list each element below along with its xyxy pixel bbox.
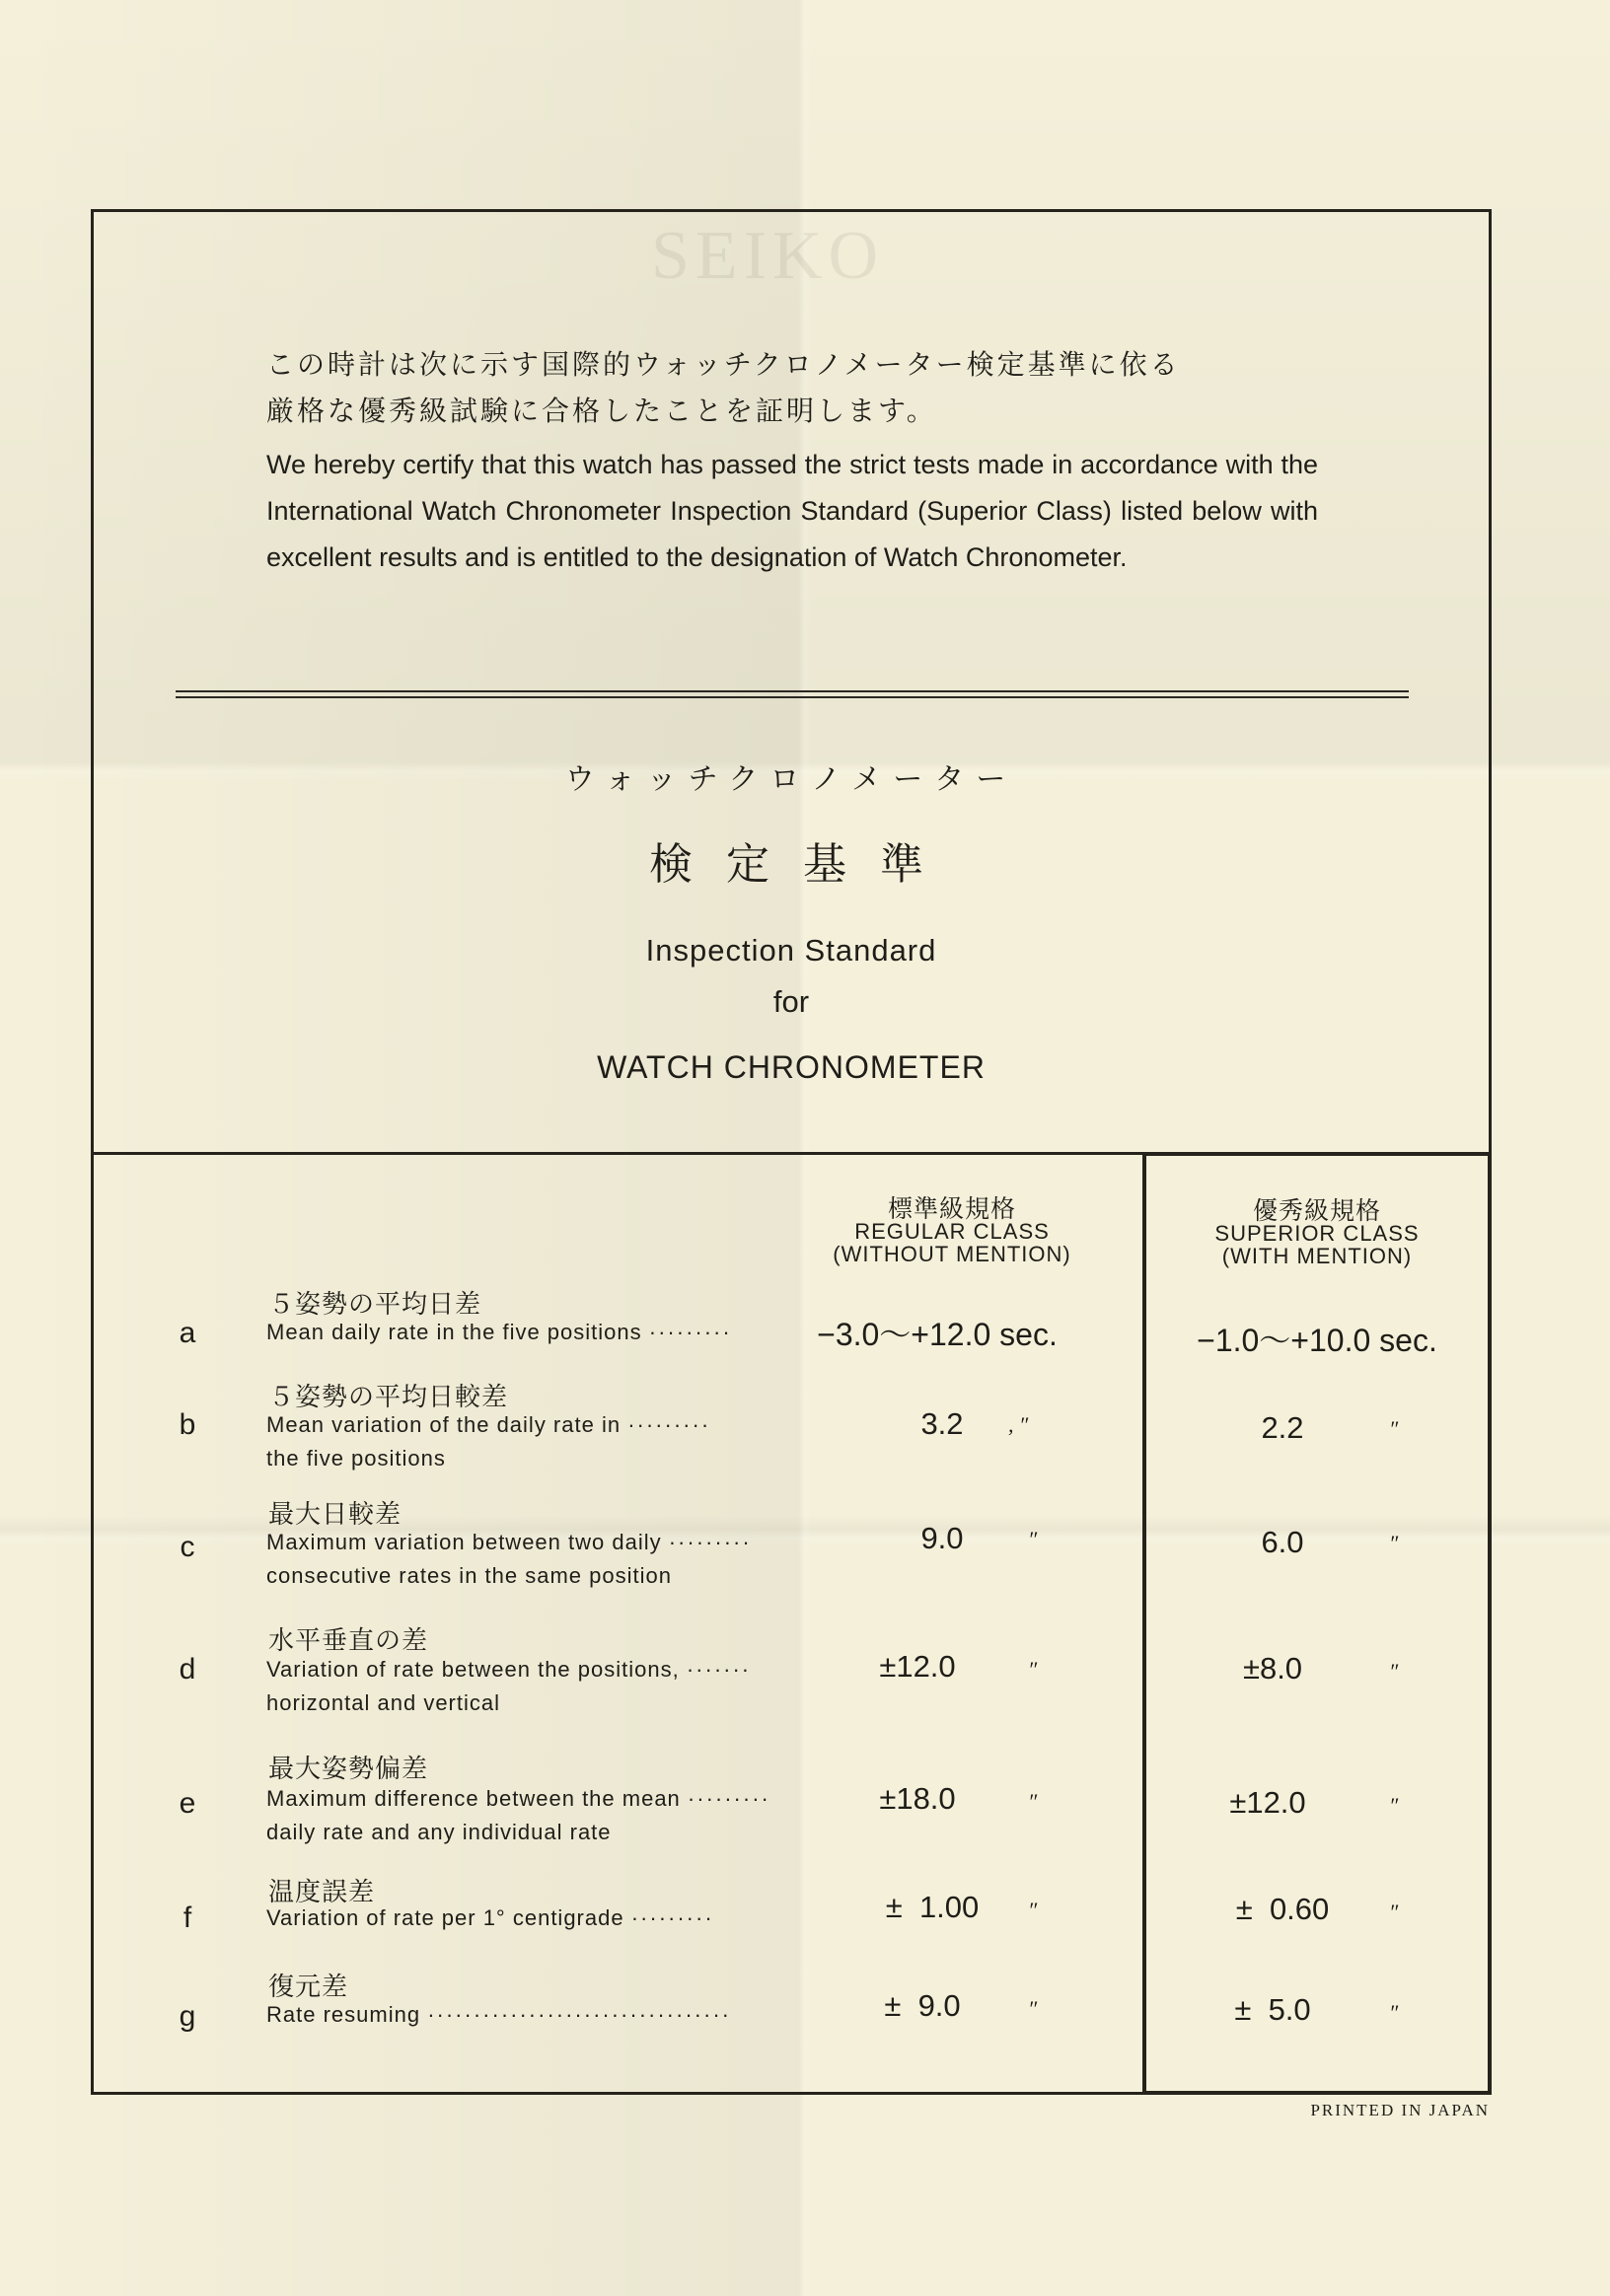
row-en: Mean variation of the daily rate in ········· the five positions: [266, 1412, 711, 1471]
heading-jp-main: 検 定 基 準: [649, 839, 933, 890]
regular-value: ±18.0: [879, 1781, 956, 1816]
superior-value: ±8.0: [1242, 1651, 1303, 1686]
regular-value: ±12.0: [879, 1649, 956, 1684]
printed-in-japan: PRINTED IN JAPAN: [1310, 2101, 1490, 2119]
regular-value: 3.2: [920, 1406, 964, 1441]
superior-header-en2: (WITH MENTION): [1221, 1244, 1413, 1268]
ditto-mark: ″: [1028, 1527, 1038, 1551]
row-letter: g: [179, 2000, 196, 2033]
ditto-mark: , ″: [1008, 1412, 1029, 1437]
ditto-mark: ″: [1389, 1793, 1399, 1818]
superior-class-header: [1154, 1196, 1480, 1268]
row-jp: 最大姿勢偏差: [268, 1755, 429, 1784]
ditto-mark: ″: [1389, 2000, 1399, 2025]
row-jp: 最大日較差: [268, 1500, 402, 1530]
row-en: Rate resuming ·································: [266, 2002, 731, 2027]
superior-value: ±12.0: [1229, 1785, 1306, 1820]
superior-value: 2.2: [1261, 1410, 1304, 1445]
row-letter: e: [179, 1787, 196, 1820]
ditto-mark: ″: [1028, 1898, 1038, 1922]
row-jp: 復元差: [268, 1973, 349, 2002]
superior-header-en1: SUPERIOR CLASS: [1214, 1221, 1420, 1246]
regular-value: 9.0: [920, 1521, 964, 1555]
ditto-mark: ″: [1028, 1996, 1038, 2021]
row-en: Mean daily rate in the five positions ·········: [266, 1320, 732, 1344]
table-top-rule: [91, 1152, 1146, 1155]
row-en: Variation of rate per 1° centigrade ·········: [266, 1905, 714, 1930]
row-letter: a: [179, 1317, 196, 1349]
intro-jp-line1: この時計は次に示す国際的ウォッチクロノメーター検定基準に依る: [266, 348, 1181, 381]
row-jp: 温度誤差: [268, 1878, 376, 1907]
regular-header-jp: 標準級規格: [887, 1194, 1016, 1223]
ditto-mark: ″: [1389, 1659, 1399, 1684]
heading-en-line2: for: [772, 984, 810, 1019]
seiko-watermark-logo: SEIKO: [651, 218, 885, 294]
row-letter: c: [180, 1531, 195, 1563]
regular-value: ± 1.00: [885, 1890, 980, 1924]
superior-class-box: [1142, 1152, 1492, 2095]
row-en: Maximum variation between two daily ········· consecutive rates in the same position: [266, 1530, 752, 1588]
heading-en-line3: WATCH CHRONOMETER: [597, 1049, 986, 1085]
ditto-mark: ″: [1389, 1531, 1399, 1555]
row-jp: 水平垂直の差: [268, 1626, 429, 1656]
superior-value: −1.0〜+10.0 sec.: [1197, 1323, 1437, 1358]
row-en: Variation of rate between the positions, ······· horizontal and vertical: [266, 1657, 752, 1715]
ditto-mark: ″: [1028, 1657, 1038, 1682]
row-jp: ５姿勢の平均日較差: [268, 1383, 509, 1412]
superior-header-jp: 優秀級規格: [1252, 1196, 1381, 1225]
row-letter: f: [183, 1901, 192, 1934]
intro-jp-line2: 厳格な優秀級試験に合格したことを証明します。: [266, 395, 937, 427]
regular-header-en1: REGULAR CLASS: [854, 1219, 1050, 1244]
heading-jp-sub: ウォッチクロノメーター: [564, 762, 1018, 797]
row-letter: b: [179, 1408, 196, 1441]
regular-class-header: [789, 1194, 1115, 1266]
heading-en-line1: Inspection Standard: [645, 933, 937, 968]
regular-header-en2: (WITHOUT MENTION): [833, 1242, 1071, 1266]
row-letter: d: [179, 1653, 196, 1686]
regular-value: ± 9.0: [884, 1988, 961, 2023]
row-jp: ５姿勢の平均日差: [268, 1290, 482, 1320]
regular-value: −3.0〜+12.0 sec.: [817, 1317, 1058, 1352]
superior-value: ± 0.60: [1235, 1892, 1330, 1926]
superior-value: ± 5.0: [1234, 1992, 1311, 2027]
double-rule-top: [176, 690, 1409, 692]
superior-value: 6.0: [1261, 1525, 1304, 1559]
row-en: Maximum difference between the mean ········· daily rate and any individual rate: [266, 1786, 770, 1844]
ditto-mark: ″: [1028, 1789, 1038, 1814]
double-rule-bottom: [176, 696, 1409, 698]
ditto-mark: ″: [1389, 1416, 1399, 1441]
intro-en-text: We hereby certify that this watch has passed the strict tests made in accordance with the International Watch Chronometer Inspection Standard (Superior Class) listed below with excellent results and is entitled to the designation of Watch Chronometer.: [266, 450, 1318, 572]
ditto-mark: ″: [1389, 1900, 1399, 1924]
